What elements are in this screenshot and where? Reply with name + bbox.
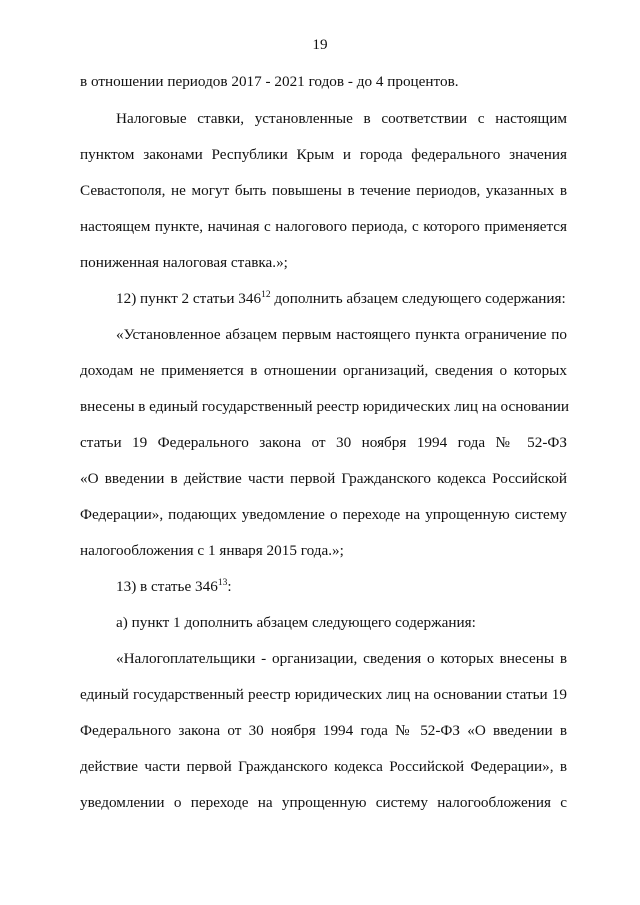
text-line: настоящем пункте, начиная с налогового периода, с которого применяется — [80, 218, 567, 235]
text-line: доходам не применяется в отношении организаций, сведения о которых — [80, 362, 567, 379]
list-item-13 — [116, 577, 567, 597]
text-line: налогообложения с 1 января 2015 года.»; — [80, 542, 344, 559]
text-line: уведомлении о переходе на упрощенную систему налогообложения с — [80, 794, 567, 811]
text-line: действие части первой Гражданского кодекса Российской Федерации», в — [80, 758, 567, 775]
text-line: Севастополя, не могут быть повышены в течение периодов, указанных в — [80, 182, 567, 199]
page-number: 19 — [312, 36, 328, 53]
text-line: в отношении периодов 2017 - 2021 годов - до 4 процентов. — [80, 73, 459, 90]
paragraph-start: «Налогоплательщики - организации, сведения о которых внесены в — [116, 650, 567, 667]
item-13-text: 13) в статье 346 — [116, 578, 218, 595]
text-line: пунктом законами Республики Крым и города федерального значения — [80, 146, 567, 163]
subitem-a: а) пункт 1 дополнить абзацем следующего содержания: — [116, 614, 476, 631]
article-superscript: 13 — [217, 577, 228, 588]
text-line: Федерального закона от 30 ноября 1994 года № 52-ФЗ «О введении в — [80, 722, 567, 739]
text-line: единый государственный реестр юридических лиц на основании статьи 19 — [80, 686, 567, 703]
item-12-text: 12) пункт 2 статьи 346 — [116, 290, 262, 307]
paragraph-start: Налоговые ставки, установленные в соответствии с настоящим — [116, 110, 567, 127]
text-line: внесены в единый государственный реестр юридических лиц на основании — [80, 398, 570, 415]
item-12-text-rest: дополнить абзацем следующего содержания: — [270, 290, 566, 307]
text-line: Федерации», подающих уведомление о переходе на упрощенную систему — [80, 506, 567, 523]
article-superscript: 12 — [261, 289, 271, 300]
item-13-colon: : — [227, 578, 232, 595]
text-line: «О введении в действие части первой Гражданского кодекса Российской — [80, 470, 567, 487]
text-line: статьи 19 Федерального закона от 30 ноября 1994 года № 52-ФЗ — [80, 434, 567, 451]
list-item-12 — [116, 289, 567, 309]
paragraph-start: «Установленное абзацем первым настоящего пункта ограничение по — [116, 326, 567, 343]
text-line: пониженная налоговая ставка.»; — [80, 254, 288, 271]
